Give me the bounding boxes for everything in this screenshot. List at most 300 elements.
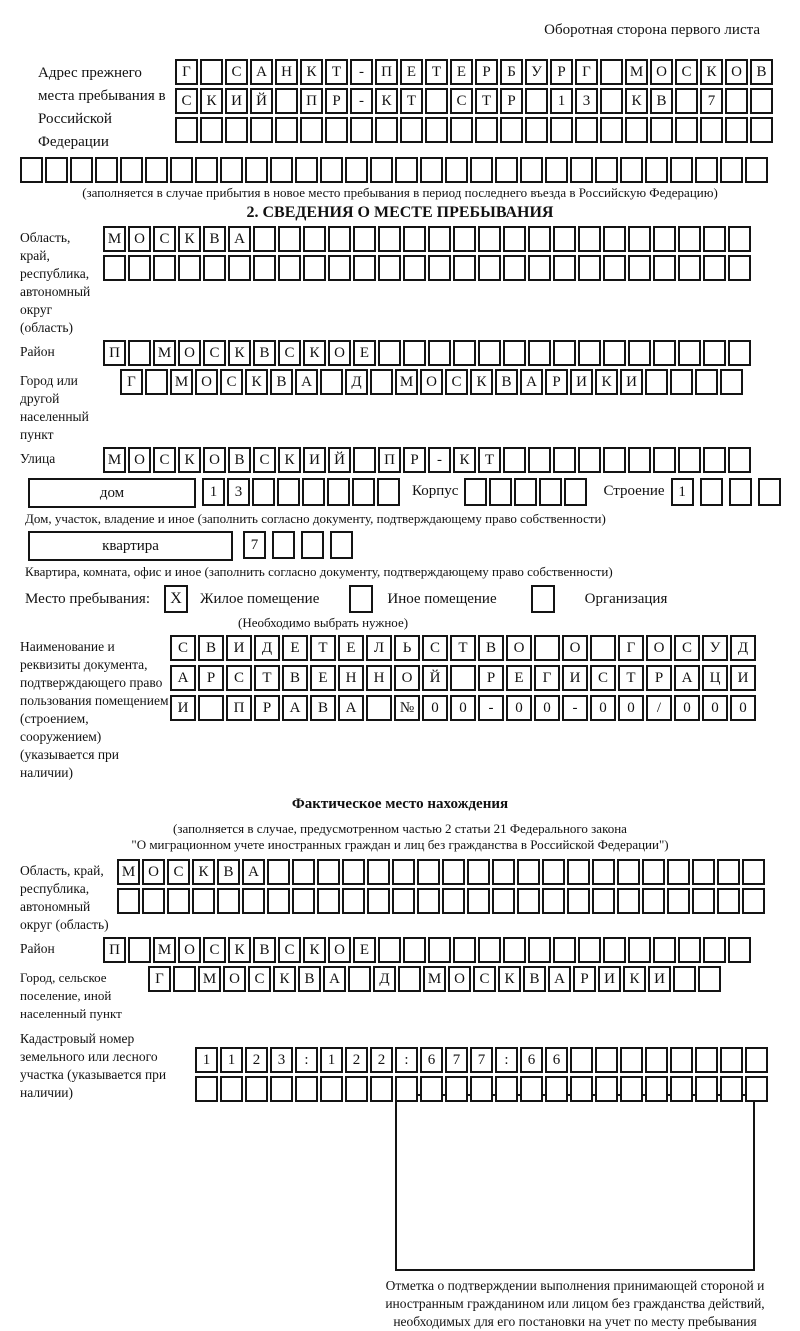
form-cell[interactable] — [370, 157, 393, 183]
form-cell[interactable] — [428, 226, 451, 252]
form-cell[interactable] — [653, 447, 676, 473]
form-cell[interactable] — [442, 859, 465, 885]
form-cell[interactable] — [495, 157, 518, 183]
form-cell[interactable]: Г — [120, 369, 143, 395]
form-cell[interactable]: Ь — [394, 635, 420, 661]
form-cell[interactable] — [590, 635, 616, 661]
form-cell[interactable]: К — [200, 88, 223, 114]
doc-row-3[interactable] — [170, 695, 756, 721]
form-cell[interactable] — [242, 888, 265, 914]
form-cell[interactable] — [95, 157, 118, 183]
form-cell[interactable] — [478, 226, 501, 252]
form-cell[interactable]: 0 — [702, 695, 728, 721]
form-cell[interactable] — [667, 859, 690, 885]
form-cell[interactable] — [550, 117, 573, 143]
form-cell[interactable]: А — [674, 665, 700, 691]
form-cell[interactable] — [170, 157, 193, 183]
form-cell[interactable] — [525, 117, 548, 143]
form-cell[interactable] — [292, 888, 315, 914]
form-cell[interactable]: Е — [282, 635, 308, 661]
form-cell[interactable]: Е — [353, 937, 376, 963]
form-cell[interactable] — [534, 635, 560, 661]
form-cell[interactable]: С — [225, 59, 248, 85]
form-cell[interactable] — [301, 531, 324, 559]
form-cell[interactable] — [267, 888, 290, 914]
form-cell[interactable]: О — [562, 635, 588, 661]
form-cell[interactable] — [370, 1076, 393, 1102]
form-cell[interactable] — [220, 157, 243, 183]
form-cell[interactable]: В — [310, 695, 336, 721]
form-cell[interactable] — [198, 695, 224, 721]
form-cell[interactable] — [200, 59, 223, 85]
form-cell[interactable] — [720, 1047, 743, 1073]
form-cell[interactable] — [403, 226, 426, 252]
form-cell[interactable]: М — [170, 369, 193, 395]
form-cell[interactable]: Р — [254, 695, 280, 721]
form-cell[interactable] — [20, 157, 43, 183]
form-cell[interactable] — [278, 255, 301, 281]
form-cell[interactable]: И — [598, 966, 621, 992]
form-cell[interactable] — [678, 226, 701, 252]
form-cell[interactable]: К — [178, 447, 201, 473]
form-cell[interactable]: М — [153, 937, 176, 963]
form-cell[interactable]: К — [700, 59, 723, 85]
form-cell[interactable] — [650, 117, 673, 143]
form-cell[interactable] — [270, 157, 293, 183]
form-cell[interactable]: Т — [254, 665, 280, 691]
form-cell[interactable] — [528, 937, 551, 963]
form-cell[interactable]: В — [253, 340, 276, 366]
form-cell[interactable] — [445, 157, 468, 183]
form-cell[interactable]: К — [273, 966, 296, 992]
form-cell[interactable]: Н — [275, 59, 298, 85]
form-cell[interactable] — [275, 117, 298, 143]
form-cell[interactable]: С — [253, 447, 276, 473]
form-cell[interactable]: М — [117, 859, 140, 885]
form-cell[interactable] — [645, 157, 668, 183]
form-cell[interactable]: А — [295, 369, 318, 395]
form-cell[interactable]: О — [725, 59, 748, 85]
form-cell[interactable]: 1 — [195, 1047, 218, 1073]
form-cell[interactable] — [350, 117, 373, 143]
form-cell[interactable] — [720, 157, 743, 183]
form-cell[interactable]: А — [228, 226, 251, 252]
form-cell[interactable]: О — [128, 447, 151, 473]
form-cell[interactable]: : — [395, 1047, 418, 1073]
form-cell[interactable] — [128, 937, 151, 963]
form-cell[interactable] — [145, 369, 168, 395]
form-cell[interactable] — [553, 226, 576, 252]
form-cell[interactable] — [175, 117, 198, 143]
form-cell[interactable] — [495, 1076, 518, 1102]
form-cell[interactable] — [303, 226, 326, 252]
form-cell[interactable] — [703, 937, 726, 963]
form-cell[interactable]: 2 — [345, 1047, 368, 1073]
form-cell[interactable]: С — [675, 59, 698, 85]
form-cell[interactable]: 0 — [422, 695, 448, 721]
form-cell[interactable] — [327, 478, 350, 506]
form-cell[interactable]: 0 — [506, 695, 532, 721]
form-cell[interactable]: И — [170, 695, 196, 721]
form-cell[interactable]: Г — [175, 59, 198, 85]
form-cell[interactable]: - — [350, 59, 373, 85]
form-cell[interactable] — [245, 157, 268, 183]
form-cell[interactable] — [153, 255, 176, 281]
form-cell[interactable]: С — [590, 665, 616, 691]
checkbox-zhiloe[interactable]: X — [164, 585, 188, 613]
form-cell[interactable] — [353, 226, 376, 252]
form-cell[interactable]: С — [153, 226, 176, 252]
form-cell[interactable]: 3 — [227, 478, 250, 506]
form-cell[interactable] — [670, 1076, 693, 1102]
form-cell[interactable] — [578, 447, 601, 473]
form-cell[interactable]: К — [595, 369, 618, 395]
form-cell[interactable] — [292, 859, 315, 885]
form-cell[interactable] — [645, 369, 668, 395]
form-cell[interactable]: Г — [618, 635, 644, 661]
form-cell[interactable] — [545, 1076, 568, 1102]
form-cell[interactable]: К — [300, 59, 323, 85]
form-cell[interactable] — [758, 478, 781, 506]
form-cell[interactable] — [403, 937, 426, 963]
form-cell[interactable] — [692, 888, 715, 914]
doc-row-2[interactable] — [170, 665, 756, 691]
form-cell[interactable]: Р — [198, 665, 224, 691]
form-cell[interactable]: В — [253, 937, 276, 963]
form-cell[interactable] — [678, 937, 701, 963]
form-cell[interactable] — [453, 340, 476, 366]
form-cell[interactable] — [595, 1076, 618, 1102]
form-cell[interactable]: / — [646, 695, 672, 721]
form-cell[interactable]: Р — [325, 88, 348, 114]
form-cell[interactable] — [403, 255, 426, 281]
form-cell[interactable] — [478, 340, 501, 366]
form-cell[interactable]: Н — [366, 665, 392, 691]
form-cell[interactable]: 0 — [618, 695, 644, 721]
form-cell[interactable]: Р — [478, 665, 504, 691]
form-cell[interactable]: 1 — [320, 1047, 343, 1073]
form-cell[interactable] — [578, 226, 601, 252]
s2-oblast-row-1[interactable] — [103, 226, 751, 252]
form-cell[interactable] — [352, 478, 375, 506]
form-cell[interactable]: М — [423, 966, 446, 992]
form-cell[interactable] — [564, 478, 587, 506]
form-cell[interactable] — [600, 88, 623, 114]
form-cell[interactable] — [320, 1076, 343, 1102]
form-cell[interactable] — [567, 888, 590, 914]
form-cell[interactable]: А — [338, 695, 364, 721]
form-cell[interactable]: Р — [573, 966, 596, 992]
form-cell[interactable] — [570, 1076, 593, 1102]
form-cell[interactable] — [653, 937, 676, 963]
form-cell[interactable] — [200, 117, 223, 143]
form-cell[interactable]: М — [103, 226, 126, 252]
form-cell[interactable]: П — [226, 695, 252, 721]
form-cell[interactable]: П — [378, 447, 401, 473]
form-cell[interactable]: С — [226, 665, 252, 691]
form-cell[interactable] — [128, 340, 151, 366]
form-cell[interactable] — [295, 1076, 318, 1102]
form-cell[interactable] — [442, 888, 465, 914]
form-cell[interactable] — [675, 88, 698, 114]
form-cell[interactable] — [489, 478, 512, 506]
form-cell[interactable] — [642, 859, 665, 885]
form-cell[interactable]: К — [192, 859, 215, 885]
form-cell[interactable]: Е — [353, 340, 376, 366]
checkbox-inoe[interactable] — [349, 585, 373, 613]
form-cell[interactable]: В — [217, 859, 240, 885]
form-cell[interactable] — [428, 255, 451, 281]
form-cell[interactable] — [728, 340, 751, 366]
form-cell[interactable]: К — [303, 340, 326, 366]
form-cell[interactable]: Е — [310, 665, 336, 691]
form-cell[interactable]: О — [328, 937, 351, 963]
form-cell[interactable] — [653, 255, 676, 281]
form-cell[interactable]: О — [203, 447, 226, 473]
form-cell[interactable]: В — [198, 635, 224, 661]
form-cell[interactable]: - — [478, 695, 504, 721]
form-cell[interactable]: К — [625, 88, 648, 114]
korpus-row[interactable] — [464, 478, 587, 506]
form-cell[interactable] — [617, 888, 640, 914]
form-cell[interactable] — [492, 859, 515, 885]
form-cell[interactable] — [400, 117, 423, 143]
form-cell[interactable] — [628, 255, 651, 281]
form-cell[interactable] — [270, 1076, 293, 1102]
form-cell[interactable] — [670, 157, 693, 183]
form-cell[interactable] — [378, 340, 401, 366]
form-cell[interactable] — [45, 157, 68, 183]
form-cell[interactable]: Д — [373, 966, 396, 992]
form-cell[interactable] — [173, 966, 196, 992]
form-cell[interactable] — [642, 888, 665, 914]
form-cell[interactable]: О — [178, 340, 201, 366]
form-cell[interactable]: № — [394, 695, 420, 721]
form-cell[interactable] — [428, 340, 451, 366]
form-cell[interactable] — [567, 859, 590, 885]
form-cell[interactable]: О — [506, 635, 532, 661]
form-cell[interactable]: О — [142, 859, 165, 885]
form-cell[interactable] — [520, 157, 543, 183]
form-cell[interactable] — [353, 255, 376, 281]
form-cell[interactable] — [653, 226, 676, 252]
form-cell[interactable]: О — [646, 635, 672, 661]
dom-row[interactable] — [202, 478, 400, 506]
form-cell[interactable]: Т — [310, 635, 336, 661]
form-cell[interactable]: С — [422, 635, 448, 661]
form-cell[interactable]: А — [323, 966, 346, 992]
form-cell[interactable]: С — [153, 447, 176, 473]
form-cell[interactable]: Й — [422, 665, 448, 691]
form-cell[interactable]: 7 — [700, 88, 723, 114]
fact-gorod-row[interactable] — [148, 966, 721, 992]
form-cell[interactable]: С — [278, 340, 301, 366]
form-cell[interactable] — [673, 966, 696, 992]
form-cell[interactable]: И — [730, 665, 756, 691]
form-cell[interactable]: Д — [730, 635, 756, 661]
form-cell[interactable] — [575, 117, 598, 143]
dom-box[interactable]: дом — [28, 478, 196, 508]
form-cell[interactable]: С — [167, 859, 190, 885]
form-cell[interactable] — [450, 665, 476, 691]
form-cell[interactable]: Г — [575, 59, 598, 85]
form-cell[interactable]: К — [245, 369, 268, 395]
form-cell[interactable] — [302, 478, 325, 506]
form-cell[interactable] — [553, 340, 576, 366]
prev-address-row-1[interactable] — [175, 59, 773, 85]
form-cell[interactable]: П — [300, 88, 323, 114]
form-cell[interactable] — [553, 937, 576, 963]
form-cell[interactable]: В — [650, 88, 673, 114]
form-cell[interactable] — [272, 531, 295, 559]
form-cell[interactable] — [517, 859, 540, 885]
form-cell[interactable] — [492, 888, 515, 914]
form-cell[interactable] — [503, 255, 526, 281]
form-cell[interactable] — [453, 937, 476, 963]
form-cell[interactable] — [450, 117, 473, 143]
form-cell[interactable] — [742, 859, 765, 885]
form-cell[interactable]: К — [470, 369, 493, 395]
form-cell[interactable] — [420, 157, 443, 183]
form-cell[interactable] — [453, 255, 476, 281]
form-cell[interactable]: В — [495, 369, 518, 395]
form-cell[interactable]: Р — [403, 447, 426, 473]
doc-row-1[interactable] — [170, 635, 756, 661]
form-cell[interactable]: В — [750, 59, 773, 85]
form-cell[interactable]: Д — [254, 635, 280, 661]
form-cell[interactable] — [425, 117, 448, 143]
form-cell[interactable]: Л — [366, 635, 392, 661]
form-cell[interactable] — [600, 59, 623, 85]
form-cell[interactable]: К — [623, 966, 646, 992]
form-cell[interactable] — [467, 859, 490, 885]
form-cell[interactable] — [528, 226, 551, 252]
form-cell[interactable]: 1 — [550, 88, 573, 114]
form-cell[interactable] — [745, 157, 768, 183]
form-cell[interactable] — [717, 888, 740, 914]
form-cell[interactable] — [703, 226, 726, 252]
form-cell[interactable]: 1 — [202, 478, 225, 506]
form-cell[interactable] — [303, 255, 326, 281]
form-cell[interactable]: - — [350, 88, 373, 114]
form-cell[interactable] — [720, 1076, 743, 1102]
form-cell[interactable] — [478, 255, 501, 281]
form-cell[interactable]: К — [375, 88, 398, 114]
form-cell[interactable] — [528, 340, 551, 366]
form-cell[interactable] — [695, 1047, 718, 1073]
form-cell[interactable] — [628, 937, 651, 963]
form-cell[interactable] — [142, 888, 165, 914]
form-cell[interactable] — [653, 340, 676, 366]
form-cell[interactable] — [398, 966, 421, 992]
form-cell[interactable] — [620, 1076, 643, 1102]
form-cell[interactable] — [367, 859, 390, 885]
form-cell[interactable]: А — [548, 966, 571, 992]
form-cell[interactable]: У — [525, 59, 548, 85]
form-cell[interactable]: Б — [500, 59, 523, 85]
form-cell[interactable]: Е — [506, 665, 532, 691]
form-cell[interactable]: - — [562, 695, 588, 721]
form-cell[interactable] — [595, 157, 618, 183]
form-cell[interactable] — [742, 888, 765, 914]
form-cell[interactable]: 0 — [590, 695, 616, 721]
form-cell[interactable] — [348, 966, 371, 992]
s2-gorod-row[interactable] — [120, 369, 743, 395]
form-cell[interactable] — [520, 1076, 543, 1102]
form-cell[interactable] — [603, 937, 626, 963]
form-cell[interactable] — [330, 531, 353, 559]
form-cell[interactable] — [470, 1076, 493, 1102]
form-cell[interactable] — [620, 157, 643, 183]
form-cell[interactable]: Ц — [702, 665, 728, 691]
form-cell[interactable]: : — [495, 1047, 518, 1073]
form-cell[interactable]: О — [420, 369, 443, 395]
form-cell[interactable] — [717, 859, 740, 885]
s2-raion-row[interactable] — [103, 340, 751, 366]
form-cell[interactable] — [325, 117, 348, 143]
form-cell[interactable]: 0 — [730, 695, 756, 721]
form-cell[interactable] — [403, 340, 426, 366]
form-cell[interactable] — [503, 226, 526, 252]
form-cell[interactable]: М — [103, 447, 126, 473]
form-cell[interactable]: 2 — [370, 1047, 393, 1073]
form-cell[interactable] — [192, 888, 215, 914]
form-cell[interactable]: В — [282, 665, 308, 691]
form-cell[interactable] — [578, 255, 601, 281]
form-cell[interactable]: - — [428, 447, 451, 473]
form-cell[interactable] — [729, 478, 752, 506]
form-cell[interactable] — [345, 157, 368, 183]
form-cell[interactable]: Т — [618, 665, 644, 691]
form-cell[interactable] — [628, 340, 651, 366]
form-cell[interactable] — [539, 478, 562, 506]
form-cell[interactable] — [417, 888, 440, 914]
form-cell[interactable] — [178, 255, 201, 281]
form-cell[interactable] — [70, 157, 93, 183]
form-cell[interactable]: С — [278, 937, 301, 963]
form-cell[interactable]: Р — [545, 369, 568, 395]
form-cell[interactable]: М — [153, 340, 176, 366]
form-cell[interactable] — [528, 447, 551, 473]
form-cell[interactable]: И — [225, 88, 248, 114]
form-cell[interactable] — [167, 888, 190, 914]
form-cell[interactable] — [645, 1047, 668, 1073]
form-cell[interactable] — [228, 255, 251, 281]
form-cell[interactable] — [428, 937, 451, 963]
form-cell[interactable] — [300, 117, 323, 143]
form-cell[interactable]: У — [702, 635, 728, 661]
form-cell[interactable] — [645, 1076, 668, 1102]
form-cell[interactable] — [252, 478, 275, 506]
form-cell[interactable]: : — [295, 1047, 318, 1073]
form-cell[interactable] — [217, 888, 240, 914]
form-cell[interactable]: И — [562, 665, 588, 691]
form-cell[interactable] — [725, 88, 748, 114]
form-cell[interactable] — [342, 888, 365, 914]
form-cell[interactable]: И — [620, 369, 643, 395]
form-cell[interactable] — [378, 226, 401, 252]
form-cell[interactable]: 3 — [575, 88, 598, 114]
form-cell[interactable] — [203, 255, 226, 281]
form-cell[interactable]: 6 — [520, 1047, 543, 1073]
form-cell[interactable]: И — [648, 966, 671, 992]
form-cell[interactable]: О — [128, 226, 151, 252]
form-cell[interactable] — [692, 859, 715, 885]
form-cell[interactable] — [525, 88, 548, 114]
fact-oblast-row-1[interactable] — [117, 859, 765, 885]
form-cell[interactable] — [695, 157, 718, 183]
form-cell[interactable]: П — [103, 340, 126, 366]
